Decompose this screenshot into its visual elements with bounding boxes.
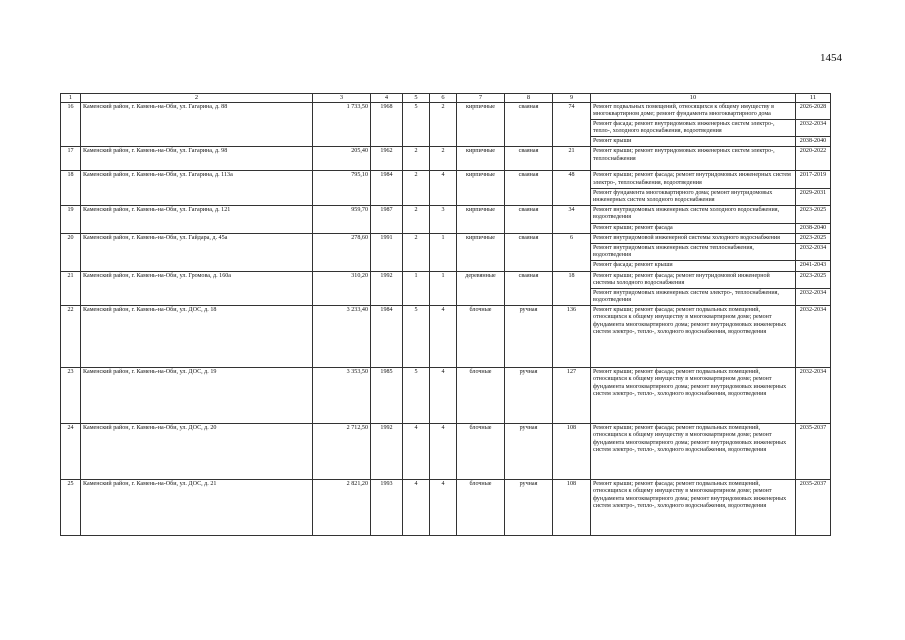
work-period-cell: 2023-2025 bbox=[796, 233, 831, 243]
apartments-cell: 74 bbox=[553, 102, 591, 147]
table-row bbox=[61, 171, 831, 188]
area-cell: 795,10 bbox=[313, 171, 371, 206]
work-description-cell: Ремонт фундамента многоквартирного дома; ремонт внутридомовых инженерных систем холодного водоснабжения bbox=[591, 188, 796, 205]
entrances-cell: 2 bbox=[430, 102, 457, 147]
entrances-cell: 4 bbox=[430, 424, 457, 480]
work-description-cell: Ремонт крыши; ремонт фасада; ремонт подвальных помещений, относящихся к общему имуществу в многоквартирном доме; ремонт фундамента многоквартирного дома; ремонт внутридомовых инженерных систем электро-, тепло-, холодного водоснабжения, водоотведения bbox=[591, 424, 796, 480]
address-cell: Каменский район, г. Камень-на-Оби, ул. ДОС, д. 21 bbox=[81, 480, 313, 536]
floors-cell: 2 bbox=[403, 233, 430, 271]
area-cell: 3 233,40 bbox=[313, 306, 371, 368]
entrances-cell: 1 bbox=[430, 271, 457, 306]
year-cell: 1992 bbox=[371, 424, 403, 480]
area-cell: 1 733,50 bbox=[313, 102, 371, 147]
year-cell: 1984 bbox=[371, 171, 403, 206]
work-description-cell: Ремонт крыши; ремонт фасада; ремонт подвальных помещений, относящихся к общему имуществу в многоквартирном доме; ремонт фундамента многоквартирного дома; ремонт внутридомовых инженерных систем электро-, тепло-, холодного водоснабжения, водоотведения bbox=[591, 306, 796, 368]
foundation-cell: ручная bbox=[505, 368, 553, 424]
column-number-cell: 10 bbox=[591, 94, 796, 103]
entrances-cell: 4 bbox=[430, 171, 457, 206]
year-cell: 1992 bbox=[371, 271, 403, 306]
work-period-cell: 2029-2031 bbox=[796, 188, 831, 205]
work-period-cell: 2023-2025 bbox=[796, 206, 831, 223]
header-row bbox=[61, 94, 831, 103]
work-period-cell: 2032-2034 bbox=[796, 288, 831, 305]
work-period-cell: 2041-2043 bbox=[796, 261, 831, 271]
work-description-cell: Ремонт внутридомовой инженерной системы холодного водоснабжения bbox=[591, 233, 796, 243]
work-period-cell: 2035-2037 bbox=[796, 480, 831, 536]
apartments-cell: 21 bbox=[553, 147, 591, 171]
walls-material-cell: кирпичные bbox=[457, 206, 505, 234]
row-number-cell: 20 bbox=[61, 233, 81, 271]
floors-cell: 4 bbox=[403, 424, 430, 480]
address-cell: Каменский район, г. Камень-на-Оби, ул. Гагарина, д. 88 bbox=[81, 102, 313, 147]
apartments-cell: 34 bbox=[553, 206, 591, 234]
row-number-cell: 23 bbox=[61, 368, 81, 424]
table-row bbox=[61, 368, 831, 424]
work-period-cell: 2020-2022 bbox=[796, 147, 831, 171]
row-number-cell: 25 bbox=[61, 480, 81, 536]
address-cell: Каменский район, г. Камень-на-Оби, ул. Гайдара, д. 45а bbox=[81, 233, 313, 271]
row-number-cell: 16 bbox=[61, 102, 81, 147]
work-description-cell: Ремонт крыши; ремонт фасада; ремонт подвальных помещений, относящихся к общему имуществу в многоквартирном доме; ремонт фундамента многоквартирного дома; ремонт внутридомовых инженерных систем электро-, тепло-, холодного водоснабжения, водоотведения bbox=[591, 480, 796, 536]
row-number-cell: 19 bbox=[61, 206, 81, 234]
walls-material-cell: блочные bbox=[457, 480, 505, 536]
floors-cell: 4 bbox=[403, 480, 430, 536]
address-cell: Каменский район, г. Камень-на-Оби, ул. Гагарина, д. 98 bbox=[81, 147, 313, 171]
apartments-cell: 18 bbox=[553, 271, 591, 306]
foundation-cell: сваяная bbox=[505, 233, 553, 271]
year-cell: 1987 bbox=[371, 206, 403, 234]
area-cell: 2 712,50 bbox=[313, 424, 371, 480]
work-description-cell: Ремонт крыши; ремонт фасада; ремонт внутридомовой инженерной системы холодного водоснабжения bbox=[591, 271, 796, 288]
table-row bbox=[61, 306, 831, 368]
area-cell: 959,70 bbox=[313, 206, 371, 234]
work-period-cell: 2023-2025 bbox=[796, 271, 831, 288]
work-description-cell: Ремонт фасада; ремонт крыши bbox=[591, 261, 796, 271]
walls-material-cell: блочные bbox=[457, 424, 505, 480]
work-description-cell: Ремонт крыши; ремонт фасада; ремонт подвальных помещений, относящихся к общему имуществу в многоквартирном доме; ремонт фундамента многоквартирного дома; ремонт внутридомовых инженерных систем электро-, тепло-, холодного водоснабжения, водоотведения bbox=[591, 368, 796, 424]
year-cell: 1985 bbox=[371, 368, 403, 424]
foundation-cell: сваяная bbox=[505, 206, 553, 234]
walls-material-cell: кирпичные bbox=[457, 171, 505, 206]
area-cell: 310,20 bbox=[313, 271, 371, 306]
apartments-cell: 108 bbox=[553, 424, 591, 480]
row-number-cell: 24 bbox=[61, 424, 81, 480]
row-number-cell: 22 bbox=[61, 306, 81, 368]
work-period-cell: 2017-2019 bbox=[796, 171, 831, 188]
page-number: 1454 bbox=[820, 52, 842, 64]
work-period-cell: 2032-2034 bbox=[796, 119, 831, 136]
work-period-cell: 2026-2028 bbox=[796, 102, 831, 119]
walls-material-cell: кирпичные bbox=[457, 102, 505, 147]
work-period-cell: 2038-2040 bbox=[796, 137, 831, 147]
year-cell: 1993 bbox=[371, 480, 403, 536]
column-number-cell: 7 bbox=[457, 94, 505, 103]
foundation-cell: сваяная bbox=[505, 171, 553, 206]
foundation-cell: сваяная bbox=[505, 102, 553, 147]
work-description-cell: Ремонт крыши bbox=[591, 137, 796, 147]
address-cell: Каменский район, г. Камень-на-Оби, ул. Гагарина, д. 113а bbox=[81, 171, 313, 206]
year-cell: 1962 bbox=[371, 147, 403, 171]
work-description-cell: Ремонт внутридомовых инженерных систем электро-, теплоснабжения, водоотведения bbox=[591, 288, 796, 305]
walls-material-cell: блочные bbox=[457, 368, 505, 424]
work-description-cell: Ремонт крыши; ремонт внутридомовых инженерных систем электро-, теплоснабжения bbox=[591, 147, 796, 171]
year-cell: 1991 bbox=[371, 233, 403, 271]
entrances-cell: 2 bbox=[430, 147, 457, 171]
work-description-cell: Ремонт подвальных помещений, относящихся к общему имуществу в многоквартирном доме; ремонт фундамента многоквартирного дома bbox=[591, 102, 796, 119]
row-number-cell: 18 bbox=[61, 171, 81, 206]
apartments-cell: 48 bbox=[553, 171, 591, 206]
year-cell: 1968 bbox=[371, 102, 403, 147]
area-cell: 205,40 bbox=[313, 147, 371, 171]
work-period-cell: 2032-2034 bbox=[796, 306, 831, 368]
address-cell: Каменский район, г. Камень-на-Оби, ул. ДОС, д. 19 bbox=[81, 368, 313, 424]
column-number-cell: 11 bbox=[796, 94, 831, 103]
work-period-cell: 2035-2037 bbox=[796, 424, 831, 480]
work-period-cell: 2038-2040 bbox=[796, 223, 831, 233]
work-description-cell: Ремонт внутридомовых инженерных систем холодного водоснабжения, водоотведения bbox=[591, 206, 796, 223]
address-cell: Каменский район, г. Камень-на-Оби, ул. ДОС, д. 18 bbox=[81, 306, 313, 368]
work-description-cell: Ремонт фасада; ремонт внутридомовых инженерных систем электро-, тепло-, холодного водоснабжения, водоотведения bbox=[591, 119, 796, 136]
column-number-cell: 6 bbox=[430, 94, 457, 103]
address-cell: Каменский район, г. Камень-на-Оби, ул. Громова, д. 160а bbox=[81, 271, 313, 306]
table-row bbox=[61, 147, 831, 171]
table-row bbox=[61, 480, 831, 536]
table-row bbox=[61, 206, 831, 223]
area-cell: 2 821,20 bbox=[313, 480, 371, 536]
table-row bbox=[61, 233, 831, 243]
walls-material-cell: деревянные bbox=[457, 271, 505, 306]
foundation-cell: ручная bbox=[505, 424, 553, 480]
work-period-cell: 2032-2034 bbox=[796, 243, 831, 260]
floors-cell: 2 bbox=[403, 147, 430, 171]
entrances-cell: 4 bbox=[430, 306, 457, 368]
entrances-cell: 4 bbox=[430, 368, 457, 424]
column-number-cell: 5 bbox=[403, 94, 430, 103]
column-number-cell: 4 bbox=[371, 94, 403, 103]
address-cell: Каменский район, г. Камень-на-Оби, ул. Гагарина, д. 121 bbox=[81, 206, 313, 234]
table-row bbox=[61, 424, 831, 480]
column-number-cell: 9 bbox=[553, 94, 591, 103]
entrances-cell: 1 bbox=[430, 233, 457, 271]
work-description-cell: Ремонт крыши; ремонт фасада; ремонт внутридомовых инженерных систем электро-, теплоснабжения, водоотведения bbox=[591, 171, 796, 188]
foundation-cell: сваяная bbox=[505, 147, 553, 171]
row-number-cell: 17 bbox=[61, 147, 81, 171]
foundation-cell: ручная bbox=[505, 480, 553, 536]
foundation-cell: ручная bbox=[505, 306, 553, 368]
work-description-cell: Ремонт внутридомовых инженерных систем теплоснабжения, водоотведения bbox=[591, 243, 796, 260]
apartments-cell: 127 bbox=[553, 368, 591, 424]
apartments-cell: 136 bbox=[553, 306, 591, 368]
row-number-cell: 21 bbox=[61, 271, 81, 306]
apartments-cell: 6 bbox=[553, 233, 591, 271]
column-number-cell: 1 bbox=[61, 94, 81, 103]
apartments-cell: 108 bbox=[553, 480, 591, 536]
walls-material-cell: кирпичные bbox=[457, 147, 505, 171]
table-row bbox=[61, 102, 831, 119]
foundation-cell: сваяная bbox=[505, 271, 553, 306]
repair-schedule-table bbox=[60, 93, 831, 536]
entrances-cell: 3 bbox=[430, 206, 457, 234]
floors-cell: 2 bbox=[403, 171, 430, 206]
area-cell: 278,60 bbox=[313, 233, 371, 271]
year-cell: 1984 bbox=[371, 306, 403, 368]
floors-cell: 5 bbox=[403, 306, 430, 368]
floors-cell: 2 bbox=[403, 206, 430, 234]
entrances-cell: 4 bbox=[430, 480, 457, 536]
table-row bbox=[61, 271, 831, 288]
area-cell: 3 353,50 bbox=[313, 368, 371, 424]
floors-cell: 5 bbox=[403, 368, 430, 424]
floors-cell: 1 bbox=[403, 271, 430, 306]
column-number-cell: 8 bbox=[505, 94, 553, 103]
column-number-cell: 3 bbox=[313, 94, 371, 103]
work-description-cell: Ремонт крыши; ремонт фасада bbox=[591, 223, 796, 233]
walls-material-cell: блочные bbox=[457, 306, 505, 368]
floors-cell: 5 bbox=[403, 102, 430, 147]
address-cell: Каменский район, г. Камень-на-Оби, ул. ДОС, д. 20 bbox=[81, 424, 313, 480]
walls-material-cell: кирпичные bbox=[457, 233, 505, 271]
column-number-cell: 2 bbox=[81, 94, 313, 103]
work-period-cell: 2032-2034 bbox=[796, 368, 831, 424]
